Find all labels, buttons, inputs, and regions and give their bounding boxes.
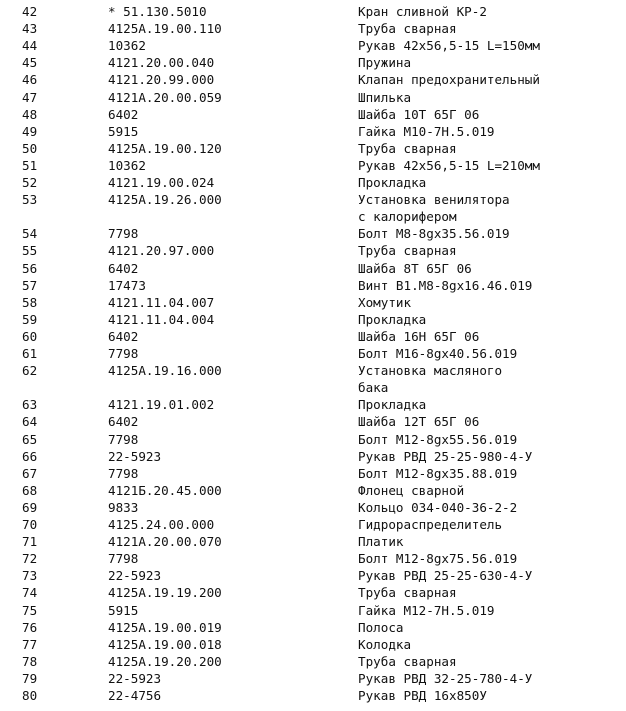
part-code: 4125A.19.16.000	[108, 363, 222, 379]
part-code: 7798	[108, 431, 139, 447]
part-code: 4121A.20.00.070	[108, 534, 222, 550]
part-row	[0, 140, 626, 157]
part-name: Шайба 10Т 65Г 06	[358, 106, 480, 122]
position-number: 75	[22, 602, 38, 618]
part-row	[0, 345, 626, 362]
part-row	[0, 123, 626, 140]
part-name: Болт М12-8gх75.56.019	[358, 551, 518, 567]
part-name: Труба сварная	[358, 653, 457, 669]
part-name: Шайба 16Н 65Г 06	[358, 328, 480, 344]
part-row	[0, 636, 626, 653]
part-row	[0, 3, 626, 20]
part-code: 4121.20.97.000	[108, 243, 215, 259]
position-number: 61	[22, 346, 38, 361]
part-name: Рукав РВД 32-25-780-4-У	[358, 670, 533, 686]
position-number: 73	[22, 568, 38, 584]
part-code: 22-5923	[108, 568, 162, 584]
part-row	[0, 242, 626, 259]
part-row	[0, 550, 626, 567]
part-code: 4125A.19.00.019	[108, 619, 222, 635]
position-number: 59	[22, 311, 38, 327]
part-name: Рукав 42х56,5-15 L=210мм	[358, 157, 540, 173]
position-number: 47	[22, 89, 38, 105]
position-number: 55	[22, 243, 38, 259]
part-name: Гидрораспределитель	[358, 517, 503, 532]
part-name: Шайба 8Т 65Г 06	[358, 260, 472, 276]
part-code: 9833	[108, 499, 139, 515]
part-row	[0, 413, 626, 430]
part-row	[0, 260, 626, 277]
part-name: Установка масляного	[358, 363, 503, 379]
part-name: Платик	[358, 534, 404, 550]
position-number: 52	[22, 175, 38, 190]
part-row	[0, 687, 626, 704]
part-row	[0, 328, 626, 345]
part-row	[0, 277, 626, 294]
part-code: 4121.20.99.000	[108, 72, 215, 88]
part-code: 4121A.20.00.059	[108, 89, 222, 105]
part-name: Винт В1.М8-8gх16.46.019	[358, 277, 533, 293]
position-number: 45	[22, 55, 38, 71]
part-code: 4121Б.20.45.000	[108, 482, 222, 498]
part-name: Труба сварная	[358, 21, 457, 37]
part-row	[0, 396, 626, 413]
part-code: 5915	[108, 602, 139, 618]
part-name: Болт М8-8gх35.56.019	[358, 226, 510, 242]
part-code: 6402	[108, 414, 139, 430]
position-number: 44	[22, 38, 38, 54]
position-number: 77	[22, 636, 38, 652]
part-code: 4125A.19.20.200	[108, 653, 222, 669]
part-name: Гайка М12-7Н.5.019	[358, 602, 495, 618]
position-number: 76	[22, 619, 38, 635]
part-code: 6402	[108, 106, 139, 122]
position-number: 80	[22, 688, 38, 703]
part-row	[0, 584, 626, 601]
part-code: 7798	[108, 465, 139, 481]
part-row-continuation	[0, 379, 626, 396]
position-number: 51	[22, 157, 38, 173]
position-number: 50	[22, 140, 38, 156]
position-number: 69	[22, 499, 38, 515]
part-row	[0, 71, 626, 88]
part-name: Хомутик	[358, 294, 412, 310]
part-name: Труба сварная	[358, 140, 457, 156]
part-code: 4125.24.00.000	[108, 517, 215, 532]
part-name: Болт М12-8gх55.56.019	[358, 431, 518, 447]
part-name: Прокладка	[358, 175, 427, 190]
part-name: Рукав РВД 25-25-980-4-У	[358, 448, 533, 464]
part-name: Колодка	[358, 636, 412, 652]
part-code: 4121.19.00.024	[108, 175, 215, 190]
part-code: 17473	[108, 277, 146, 293]
part-row	[0, 106, 626, 123]
position-number: 57	[22, 277, 38, 293]
part-code: 4125A.19.00.110	[108, 21, 222, 37]
part-name: Рукав РВД 16х850У	[358, 688, 487, 703]
part-name: Прокладка	[358, 397, 427, 413]
part-row	[0, 431, 626, 448]
part-row	[0, 191, 626, 208]
part-code: 4121.11.04.004	[108, 311, 215, 327]
position-number: 63	[22, 397, 38, 413]
part-row	[0, 157, 626, 174]
part-row	[0, 465, 626, 482]
position-number: 42	[22, 4, 38, 19]
part-code: 7798	[108, 346, 139, 361]
position-number: 67	[22, 465, 38, 481]
part-code: 4125A.19.00.018	[108, 636, 222, 652]
part-row	[0, 567, 626, 584]
position-number: 66	[22, 448, 38, 464]
part-code: 4125A.19.00.120	[108, 140, 222, 156]
part-code: 6402	[108, 328, 139, 344]
part-code: 22-4756	[108, 688, 162, 703]
part-row	[0, 225, 626, 242]
part-code: 22-5923	[108, 448, 162, 464]
part-row	[0, 653, 626, 670]
part-name: Рукав 42х56,5-15 L=150мм	[358, 38, 540, 54]
position-number: 72	[22, 551, 38, 567]
part-name: Труба сварная	[358, 243, 457, 259]
position-number: 79	[22, 670, 38, 686]
part-row	[0, 448, 626, 465]
part-code: 4125A.19.26.000	[108, 192, 222, 208]
part-code: 6402	[108, 260, 139, 276]
position-number: 49	[22, 123, 38, 139]
part-name: Шпилька	[358, 89, 412, 105]
part-code: 4121.19.01.002	[108, 397, 215, 413]
part-name: Пружина	[358, 55, 412, 71]
part-name: Клапан предохранительный	[358, 72, 540, 88]
part-name: бака	[358, 380, 389, 396]
part-code: 4121.11.04.007	[108, 294, 215, 310]
position-number: 58	[22, 294, 38, 310]
position-number: 64	[22, 414, 38, 430]
position-number: 48	[22, 106, 38, 122]
part-row	[0, 174, 626, 191]
part-name: с калорифером	[358, 209, 457, 225]
part-row	[0, 533, 626, 550]
position-number: 56	[22, 260, 38, 276]
part-row	[0, 294, 626, 311]
part-name: Болт М16-8gх40.56.019	[358, 346, 518, 361]
position-number: 65	[22, 431, 38, 447]
part-code: 7798	[108, 551, 139, 567]
part-name: Прокладка	[358, 311, 427, 327]
part-code: 22-5923	[108, 670, 162, 686]
part-name: Полоса	[358, 619, 404, 635]
part-name: Гайка М10-7Н.5.019	[358, 123, 495, 139]
part-code: 5915	[108, 123, 139, 139]
position-number: 78	[22, 653, 38, 669]
part-row	[0, 670, 626, 687]
part-code: 10362	[108, 38, 146, 54]
part-code: 4125A.19.19.200	[108, 585, 222, 601]
position-number: 68	[22, 482, 38, 498]
position-number: 70	[22, 517, 38, 532]
part-row	[0, 54, 626, 71]
part-name: Флонец сварной	[358, 482, 465, 498]
part-row	[0, 602, 626, 619]
part-code: 4121.20.00.040	[108, 55, 215, 71]
part-name: Кран сливной КР-2	[358, 4, 487, 19]
position-number: 71	[22, 534, 38, 550]
position-number: 43	[22, 21, 38, 37]
part-name: Шайба 12Т 65Г 06	[358, 414, 480, 430]
part-row	[0, 499, 626, 516]
part-name: Установка венилятора	[358, 192, 510, 208]
position-number: 54	[22, 226, 38, 242]
part-row-continuation	[0, 208, 626, 225]
position-number: 60	[22, 328, 38, 344]
part-row	[0, 482, 626, 499]
part-row	[0, 20, 626, 37]
part-row	[0, 619, 626, 636]
part-name: Рукав РВД 25-25-630-4-У	[358, 568, 533, 584]
position-number: 62	[22, 363, 38, 379]
part-code: 7798	[108, 226, 139, 242]
part-row	[0, 311, 626, 328]
part-name: Кольцо 034-040-36-2-2	[358, 499, 518, 515]
part-name: Болт М12-8gх35.88.019	[358, 465, 518, 481]
position-number: 74	[22, 585, 38, 601]
part-row	[0, 362, 626, 379]
part-code: 10362	[108, 157, 146, 173]
position-number: 53	[22, 192, 38, 208]
part-name: Труба сварная	[358, 585, 457, 601]
part-row	[0, 516, 626, 533]
part-row	[0, 37, 626, 54]
part-row	[0, 89, 626, 106]
part-code: * 51.130.5010	[108, 4, 207, 19]
position-number: 46	[22, 72, 38, 88]
